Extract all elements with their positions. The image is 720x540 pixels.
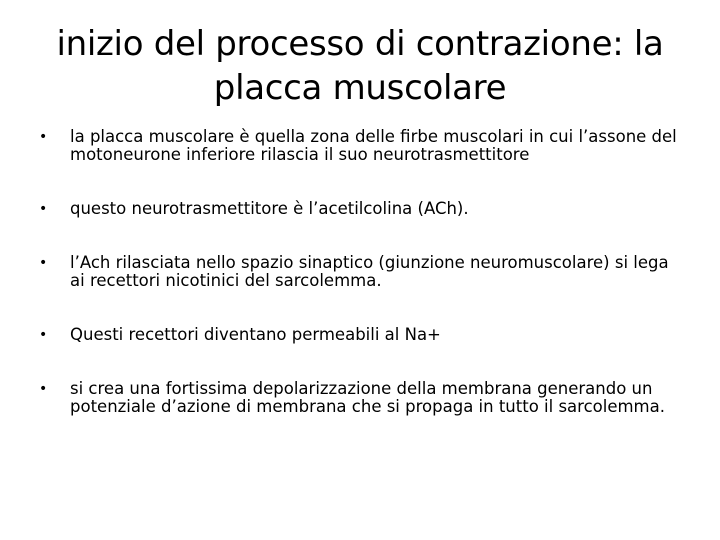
- bullet-marker: •: [39, 255, 48, 271]
- bullet-item-3: [36, 254, 686, 290]
- bullet-list: [36, 128, 686, 416]
- bullet-text-4: Questi recettori diventano permeabili al Na+: [70, 325, 441, 344]
- bullet-item-1: [36, 128, 686, 164]
- bullet-item-2: [36, 200, 686, 218]
- bullet-marker: •: [39, 201, 48, 217]
- slide-title: inizio del processo di contrazione: la placca muscolare: [56, 24, 664, 108]
- bullet-marker: •: [39, 381, 48, 397]
- bullet-item-4: [36, 326, 686, 344]
- bullet-text-5: si crea una fortissima depolarizzazione della membrana generando un potenziale d’azione di membrana che si propaga in tutto il sarcolemma.: [70, 379, 665, 416]
- bullet-marker: •: [39, 327, 48, 343]
- bullet-text-3: l’Ach rilasciata nello spazio sinaptico (giunzione neuromuscolare) si lega ai recettori nicotinici del sarcolemma.: [70, 253, 669, 290]
- bullet-marker: •: [39, 129, 48, 145]
- bullet-item-5: [36, 380, 686, 416]
- bullet-text-2: questo neurotrasmettitore è l’acetilcolina (ACh).: [70, 199, 469, 218]
- bullet-text-1: la placca muscolare è quella zona delle firbe muscolari in cui l’assone del motoneurone inferiore rilascia il suo neurotrasmettitore: [70, 127, 677, 164]
